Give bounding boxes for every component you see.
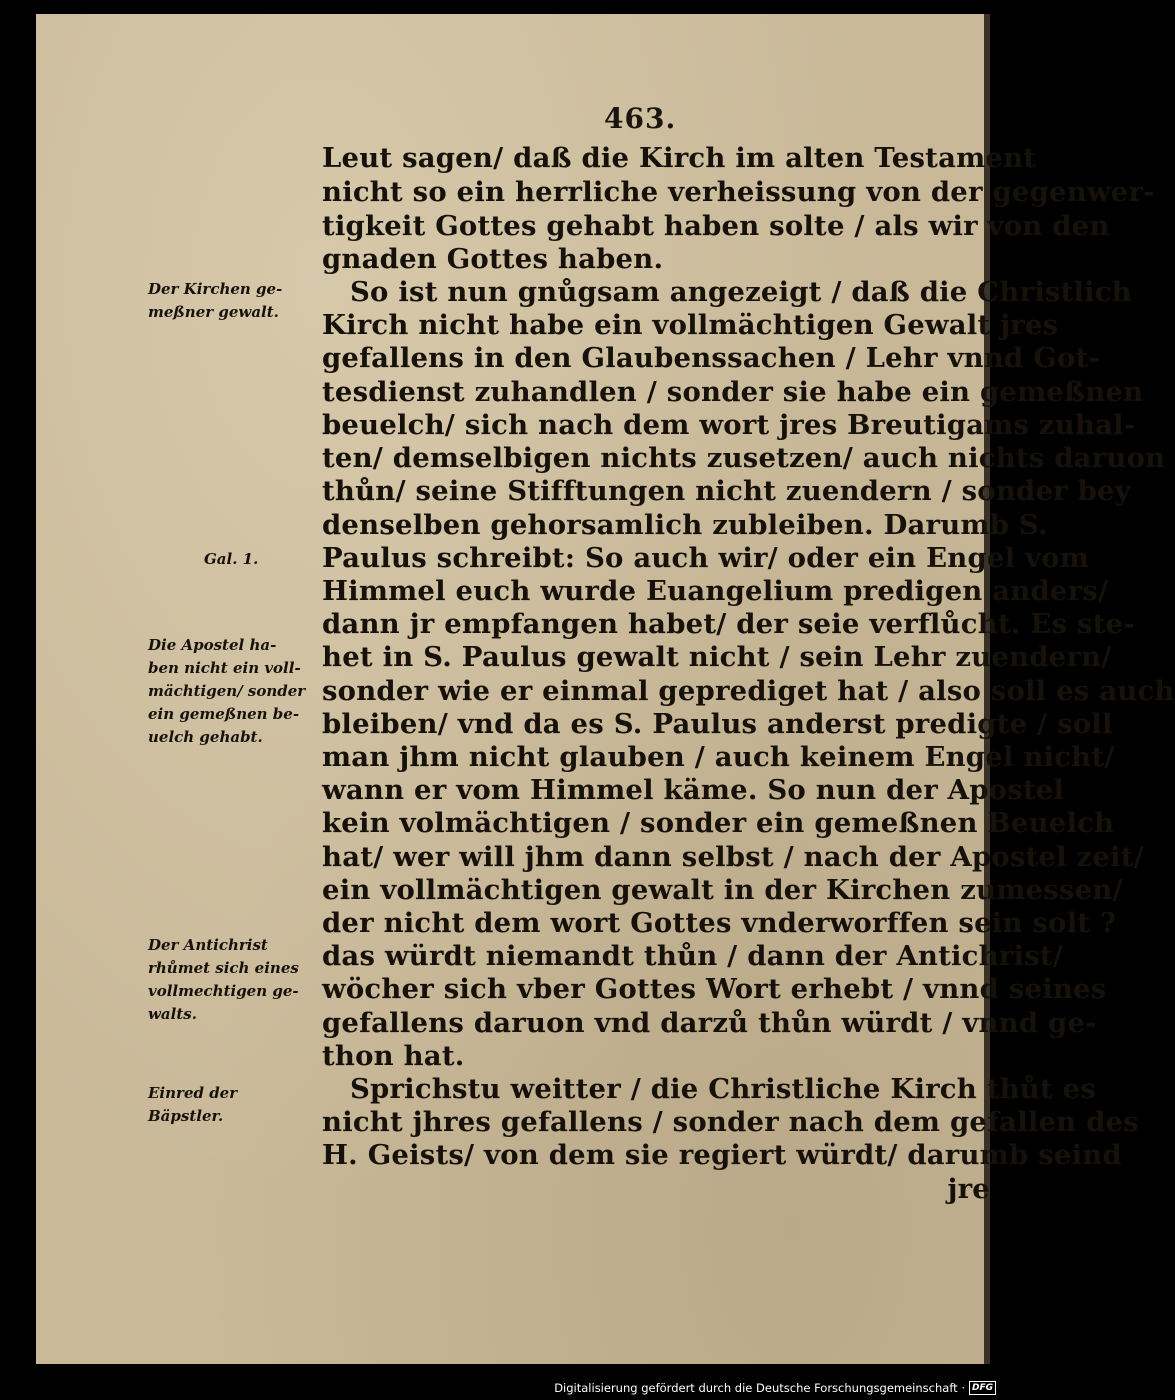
- text-line: hat/ wer will jhm dann selbst / nach der Apostel zeit/: [322, 841, 1144, 873]
- text-line: thon hat.: [322, 1040, 465, 1072]
- text-line: wöcher sich vber Gottes Wort erhebt / vnnd seines: [322, 973, 1107, 1005]
- text-line: nicht jhres gefallens / sonder nach dem gefallen des: [322, 1106, 1139, 1138]
- footer-credit: [554, 1380, 996, 1396]
- margin-note-line: vollmechtigen ge-: [148, 982, 299, 1000]
- margin-note-line: uelch gehabt.: [148, 728, 263, 746]
- text-line: denselben gehorsamlich zubleiben. Darumb S.: [322, 509, 1048, 541]
- margin-note-line: ein gemeßnen be-: [148, 705, 300, 723]
- text-line: So ist nun gnůgsam angezeigt / daß die Christlich: [350, 276, 1132, 308]
- text-line: gefallens in den Glaubenssachen / Lehr vnnd Got-: [322, 342, 1100, 374]
- margin-note-line: walts.: [148, 1005, 197, 1023]
- text-line: beuelch/ sich nach dem wort jres Breutigams zuhal-: [322, 409, 1136, 441]
- text-line: nicht so ein herrliche verheissung von der gegenwer-: [322, 176, 1155, 208]
- text-line: sonder wie er einmal geprediget hat / also soll es auch: [322, 675, 1175, 707]
- text-line: wann er vom Himmel käme. So nun der Apostel: [322, 774, 1065, 806]
- margin-note-line: rhůmet sich eines: [148, 959, 299, 977]
- text-line: ten/ demselbigen nichts zusetzen/ auch nichts daruon: [322, 442, 1166, 474]
- text-line: tesdienst zuhandlen / sonder sie habe ein gemeßnen: [322, 376, 1144, 408]
- text-line: Paulus schreibt: So auch wir/ oder ein Engel vom: [322, 542, 1090, 574]
- text-line: man jhm nicht glauben / auch keinem Engel nicht/: [322, 741, 1115, 773]
- page-number: 463.: [604, 102, 677, 135]
- text-line: gnaden Gottes haben.: [322, 243, 664, 275]
- text-line: Himmel euch wurde Euangelium predigen anders/: [322, 575, 1109, 607]
- text-line: Kirch nicht habe ein vollmächtigen Gewalt jres: [322, 309, 1059, 341]
- margin-note-line: Die Apostel ha-: [148, 636, 277, 654]
- text-line: ein vollmächtigen gewalt in der Kirchen zumessen/: [322, 874, 1123, 906]
- dfg-logo-icon: DFG: [969, 1381, 996, 1395]
- margin-note: [148, 278, 318, 324]
- margin-note-line: mächtigen/ sonder: [148, 682, 306, 700]
- margin-note-line: Der Kirchen ge-: [148, 280, 283, 298]
- text-line: Sprichstu weitter / die Christliche Kirch thůt es: [350, 1073, 1097, 1105]
- catchword: jre: [947, 1173, 990, 1205]
- text-line: Leut sagen/ daß die Kirch im alten Testament: [322, 142, 1037, 174]
- margin-note: [148, 1082, 318, 1128]
- margin-note: [204, 548, 374, 571]
- text-line: tigkeit Gottes gehabt haben solte / als wir von den: [322, 210, 1110, 242]
- text-line: H. Geists/ von dem sie regiert würdt/ darumb seind: [322, 1139, 1122, 1171]
- margin-note: [148, 634, 318, 749]
- margin-note: [148, 934, 318, 1026]
- text-line: der nicht dem wort Gottes vnderworffen sein solt ?: [322, 907, 1117, 939]
- margin-note-line: Gal. 1.: [204, 550, 259, 568]
- text-line: dann jr empfangen habet/ der seie verflůcht. Es ste-: [322, 608, 1135, 640]
- text-line: gefallens daruon vnd darzů thůn würdt / vnnd ge-: [322, 1007, 1097, 1039]
- text-line: het in S. Paulus gewalt nicht / sein Lehr zuendern/: [322, 641, 1112, 673]
- funding-credit: Digitalisierung gefördert durch die Deutsche Forschungsgemeinschaft ·: [554, 1381, 965, 1395]
- margin-note-line: meßner gewalt.: [148, 303, 279, 321]
- text-line: kein volmächtigen / sonder ein gemeßnen Beuelch: [322, 807, 1115, 839]
- text-line: bleiben/ vnd da es S. Paulus anderst predigte / soll: [322, 708, 1113, 740]
- margin-note-line: Der Antichrist: [148, 936, 268, 954]
- text-line: thůn/ seine Stifftungen nicht zuendern / sonder bey: [322, 475, 1131, 507]
- margin-note-line: Einred der: [148, 1084, 238, 1102]
- margin-note-line: Bäpstler.: [148, 1107, 224, 1125]
- text-line: das würdt niemandt thůn / dann der Antichrist/: [322, 940, 1063, 972]
- book-page: [36, 14, 1175, 1364]
- margin-note-line: ben nicht ein voll-: [148, 659, 301, 677]
